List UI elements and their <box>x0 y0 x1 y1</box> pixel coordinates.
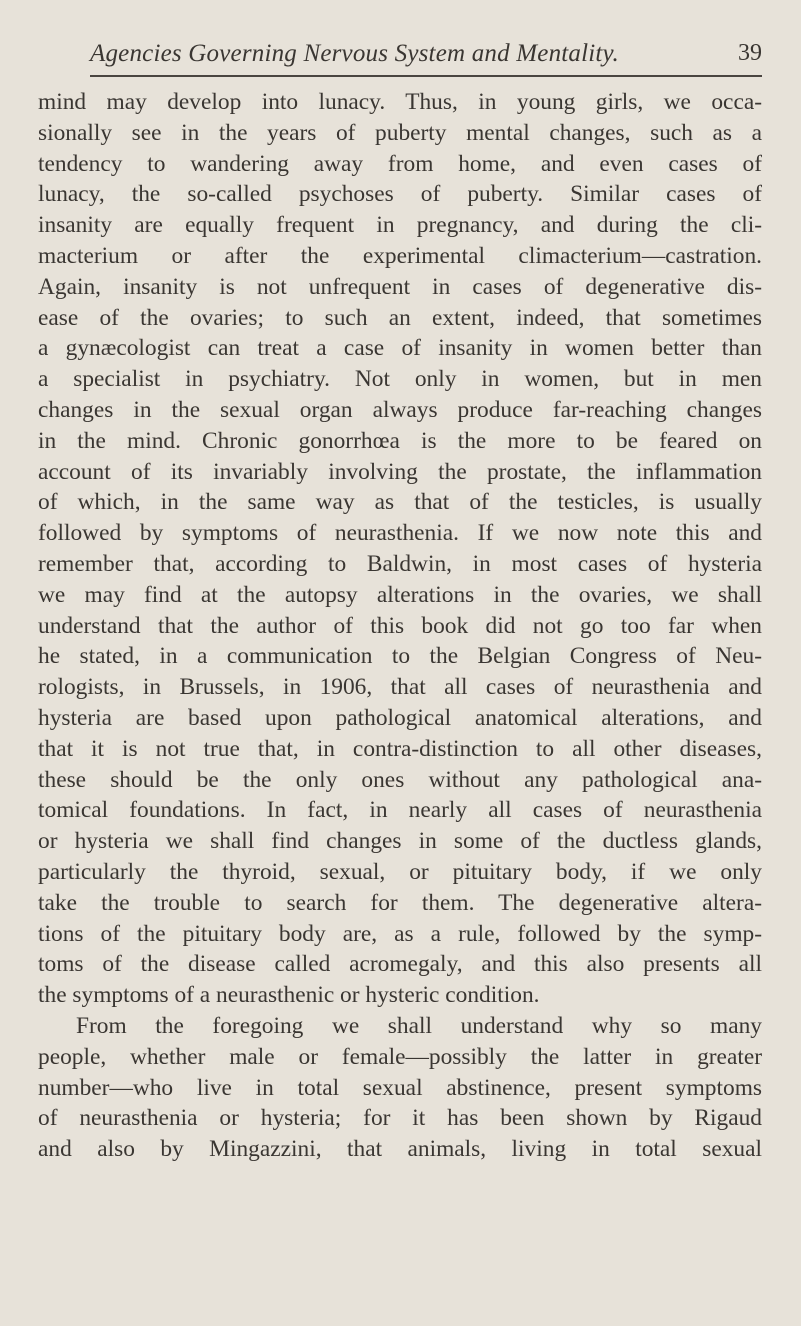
text-line: we may find at the autopsy alterations in the ovaries, we shall <box>38 581 762 608</box>
running-head <box>90 40 762 70</box>
text-line: of which, in the same way as that of the testicles, is usually <box>38 489 762 516</box>
text-line: tomical foundations. In fact, in nearly all cases of neurasthenia <box>38 797 762 824</box>
text-line: sionally see in the years of puberty mental changes, such as a <box>38 119 762 146</box>
text-line: tions of the pituitary body are, as a rule, followed by the symp- <box>38 920 762 947</box>
text-line: mind may develop into lunacy. Thus, in young girls, we occa- <box>38 89 762 115</box>
page-number: 39 <box>738 40 762 66</box>
text-line: number—who live in total sexual abstinence, present symptoms <box>38 1074 762 1101</box>
text-line: and also by Mingazzini, that animals, living in total sexual <box>38 1136 762 1163</box>
text-line: macterium or after the experimental climacterium—castration. <box>38 242 762 269</box>
text-line: he stated, in a communication to the Belgian Congress of Neu- <box>38 643 762 670</box>
text-line: hysteria are based upon pathological anatomical alterations, and <box>38 704 762 731</box>
text-line: in the mind. Chronic gonorrhœa is the more to be feared on <box>38 427 762 454</box>
text-line: of neurasthenia or hysteria; for it has been shown by Rigaud <box>38 1105 762 1132</box>
text-line: rologists, in Brussels, in 1906, that all cases of neurasthenia and <box>38 674 762 701</box>
text-line: lunacy, the so-called psychoses of puberty. Similar cases of <box>38 181 762 208</box>
text-line: people, whether male or female—possibly the latter in greater <box>38 1043 762 1070</box>
text-line: particularly the thyroid, sexual, or pituitary body, if we only <box>38 858 762 885</box>
text-line: that it is not true that, in contra-distinction to all other diseases, <box>38 735 762 762</box>
text-line: remember that, according to Baldwin, in most cases of hysteria <box>38 550 762 577</box>
text-line: account of its invariably involving the prostate, the inflammation <box>38 458 762 485</box>
text-line: these should be the only ones without any pathological ana- <box>38 766 762 793</box>
text-line: or hysteria we shall find changes in some of the ductless glands, <box>38 828 762 855</box>
text-line: insanity are equally frequent in pregnancy, and during the cli- <box>38 212 762 239</box>
paragraph-start-line: From the foregoing we shall understand why so many <box>76 1012 762 1039</box>
text-line: Again, insanity is not unfrequent in cases of degenerative dis- <box>38 273 762 300</box>
text-line: take the trouble to search for them. The degenerative altera- <box>38 889 762 916</box>
text-line: changes in the sexual organ always produce far-reaching changes <box>38 396 762 423</box>
running-title: Agencies Governing Nervous System and Mentality. <box>90 40 619 67</box>
text-line: toms of the disease called acromegaly, and this also presents all <box>38 951 762 978</box>
body-text <box>38 87 762 1165</box>
text-line: ease of the ovaries; to such an extent, indeed, that sometimes <box>38 304 762 331</box>
text-line: understand that the author of this book did not go too far when <box>38 612 762 639</box>
text-line: a gynæcologist can treat a case of insanity in women better than <box>38 335 762 362</box>
text-line: a specialist in psychiatry. Not only in women, but in men <box>38 366 762 393</box>
header-rule <box>90 75 762 77</box>
text-line: tendency to wandering away from home, and even cases of <box>38 150 762 177</box>
text-line: followed by symptoms of neurasthenia. If we now note this and <box>38 520 762 547</box>
paragraph-end-line: the symptoms of a neurasthenic or hysteric condition. <box>38 982 540 1009</box>
